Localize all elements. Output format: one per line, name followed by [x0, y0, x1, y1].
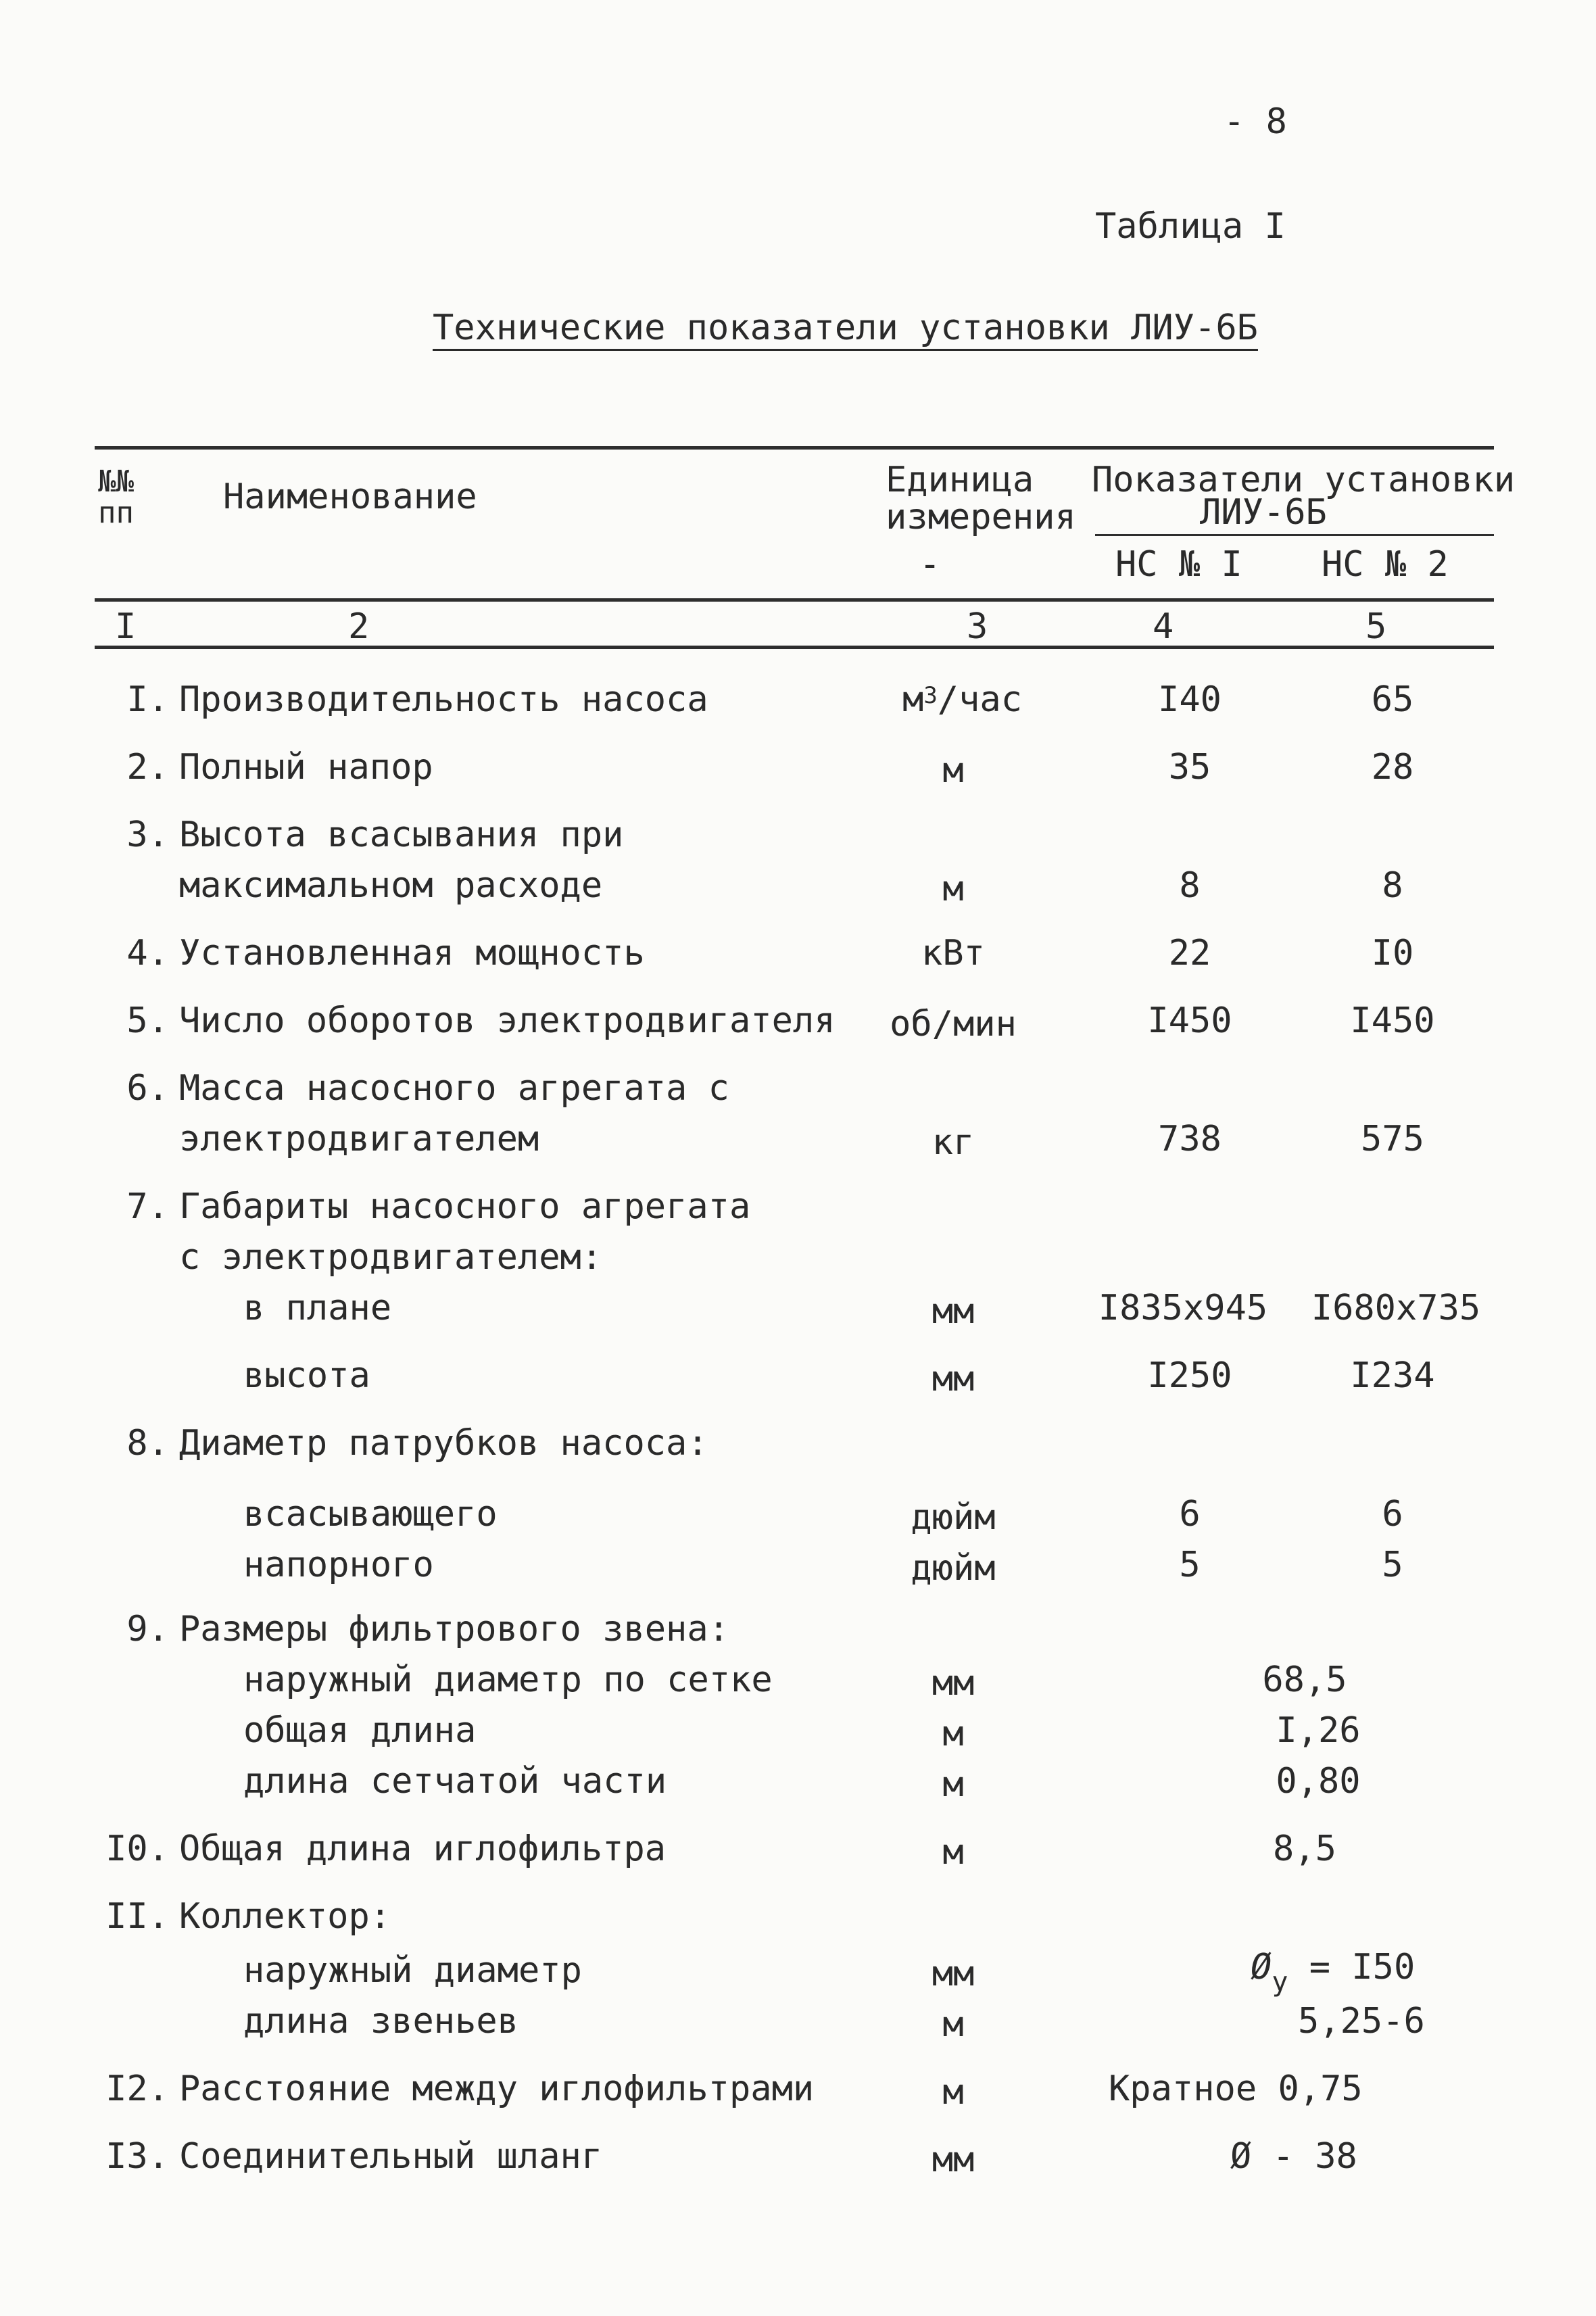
row9-sub1-value: 68,5: [1262, 1660, 1347, 1700]
row1-num: I.: [126, 679, 169, 720]
row7-sub2-unit: мм: [932, 1359, 975, 1399]
row5-unit: об/мин: [890, 1004, 1017, 1044]
row8-num: 8.: [126, 1423, 169, 1464]
header-num: №№ пп: [98, 464, 134, 530]
row4-unit: кВт: [921, 933, 985, 973]
row2-value-1: 35: [1168, 747, 1211, 788]
row8-sub2-label: напорного: [243, 1545, 434, 1585]
header-pump1: НС № I: [1115, 544, 1242, 585]
row4-value-2: I0: [1371, 933, 1414, 973]
values-subheader-rule: [1095, 534, 1494, 536]
row1-value-1: I40: [1158, 679, 1222, 720]
row8-sub1-label: всасывающего: [243, 1494, 498, 1535]
row4-value-1: 22: [1168, 933, 1211, 973]
row3-name-2: максимальном расходе: [179, 865, 603, 906]
row11-sub1-unit: мм: [932, 1954, 975, 1994]
row3-name-1: Высота всасывания при: [179, 815, 624, 855]
row7-sub1-unit: мм: [932, 1291, 975, 1332]
row12-name: Расстояние между иглофильтрами: [179, 2069, 815, 2109]
row10-value: 8,5: [1273, 1829, 1336, 1869]
row8-sub2-value-1: 5: [1179, 1545, 1201, 1585]
colnum-1: I: [115, 606, 137, 647]
row9-sub1-unit: мм: [932, 1663, 975, 1704]
row13-value: Ø - 38: [1230, 2136, 1357, 2177]
row9-sub2-value: I,26: [1276, 1710, 1361, 1751]
row7-sub2-value-1: I250: [1147, 1355, 1232, 1396]
row8-sub1-value-1: 6: [1179, 1494, 1201, 1535]
table-top-rule: [95, 446, 1494, 450]
row10-unit: м: [942, 1832, 964, 1873]
row7-name-2: с электродвигателем:: [179, 1237, 603, 1278]
row6-name-2: электродвигателем: [179, 1119, 539, 1159]
row7-sub1-value-2: I680x735: [1311, 1288, 1481, 1328]
page-number: - 8: [1224, 101, 1287, 142]
row13-name: Соединительный шланг: [179, 2136, 603, 2177]
row8-sub1-unit: дюйм: [911, 1497, 996, 1538]
row1-unit: $м^3$/час: [902, 679, 1023, 720]
row3-value-1: 8: [1179, 865, 1201, 906]
row6-name-1: Масса насосного агрегата с: [179, 1068, 729, 1109]
row7-num: 7.: [126, 1186, 169, 1227]
row13-num: I3.: [105, 2136, 169, 2177]
row7-sub1-value-1: I835x945: [1098, 1288, 1268, 1328]
row7-sub1-label: в плане: [243, 1288, 392, 1328]
header-bottom-rule: [95, 598, 1494, 602]
row6-unit: кг: [932, 1122, 975, 1163]
colnum-bottom-rule: [95, 646, 1494, 649]
row2-num: 2.: [126, 747, 169, 788]
header-values-1: Показатели установки: [1092, 460, 1516, 500]
row13-unit: мм: [932, 2140, 975, 2180]
row7-sub2-value-2: I234: [1350, 1355, 1435, 1396]
row2-name: Полный напор: [179, 747, 433, 788]
header-values-2: ЛИУ-6Б: [1200, 492, 1327, 533]
row11-sub2-value: 5,25-6: [1298, 2001, 1425, 2042]
row6-value-2: 575: [1361, 1119, 1424, 1159]
header-unit-1: Единица: [886, 460, 1034, 500]
row4-name: Установленная мощность: [179, 933, 645, 973]
row9-sub3-unit: м: [942, 1764, 964, 1805]
row10-name: Общая длина иглофильтра: [179, 1829, 667, 1869]
header-pump2: НС № 2: [1322, 544, 1449, 585]
diameter-symbol: Ø: [1251, 1947, 1272, 1987]
row12-value: Кратное 0,75: [1109, 2069, 1363, 2109]
row9-name: Размеры фильтрового звена:: [179, 1609, 729, 1649]
row11-sub2-unit: м: [942, 2004, 964, 2045]
row8-sub2-unit: дюйм: [911, 1548, 996, 1589]
row12-num: I2.: [105, 2069, 169, 2109]
row3-num: 3.: [126, 815, 169, 855]
row6-num: 6.: [126, 1068, 169, 1109]
row9-sub1-label: наружный диаметр по сетке: [243, 1660, 773, 1700]
row8-name: Диаметр патрубков насоса:: [179, 1423, 708, 1464]
table-label: Таблица I: [1095, 206, 1286, 247]
row10-num: I0.: [105, 1829, 169, 1869]
row9-sub3-label: длина сетчатой части: [243, 1761, 667, 1802]
row1-name: Производительность насоса: [179, 679, 708, 720]
colnum-2: 2: [348, 606, 370, 647]
row9-sub2-unit: м: [942, 1714, 964, 1754]
row11-name: Коллектор:: [179, 1896, 391, 1937]
row11-sub1-value: $Ø_у = I50$: [1251, 1947, 1416, 1998]
row5-name: Число оборотов электродвигателя: [179, 1000, 836, 1041]
row4-num: 4.: [126, 933, 169, 973]
row11-sub2-label: длина звеньев: [243, 2001, 518, 2042]
row2-value-2: 28: [1371, 747, 1414, 788]
row5-value-1: I450: [1147, 1000, 1232, 1041]
colnum-4: 4: [1153, 606, 1174, 647]
row9-sub2-label: общая длина: [243, 1710, 477, 1751]
colnum-3: 3: [967, 606, 988, 647]
row1-value-2: 65: [1371, 679, 1414, 720]
row9-num: 9.: [126, 1609, 169, 1649]
header-name: Наименование: [223, 477, 477, 517]
row7-name-1: Габариты насосного агрегата: [179, 1186, 751, 1227]
row2-unit: м: [942, 750, 964, 791]
row11-num: II.: [105, 1896, 169, 1937]
row9-sub3-value: 0,80: [1276, 1761, 1361, 1802]
row8-sub1-value-2: 6: [1382, 1494, 1403, 1535]
row5-value-2: I450: [1350, 1000, 1435, 1041]
colnum-5: 5: [1365, 606, 1387, 647]
row3-value-2: 8: [1382, 865, 1403, 906]
row3-unit: м: [942, 869, 964, 909]
row6-value-1: 738: [1158, 1119, 1222, 1159]
row11-sub1-label: наружный диаметр: [243, 1950, 582, 1991]
table-title: Технические показатели установки ЛИУ-6Б: [433, 308, 1258, 348]
row8-sub2-value-2: 5: [1382, 1545, 1403, 1585]
row12-unit: м: [942, 2072, 964, 2113]
header-unit-2: измерения: [886, 497, 1076, 537]
row7-sub2-label: высота: [243, 1355, 370, 1396]
header-unit-dash: -: [919, 544, 941, 585]
row5-num: 5.: [126, 1000, 169, 1041]
